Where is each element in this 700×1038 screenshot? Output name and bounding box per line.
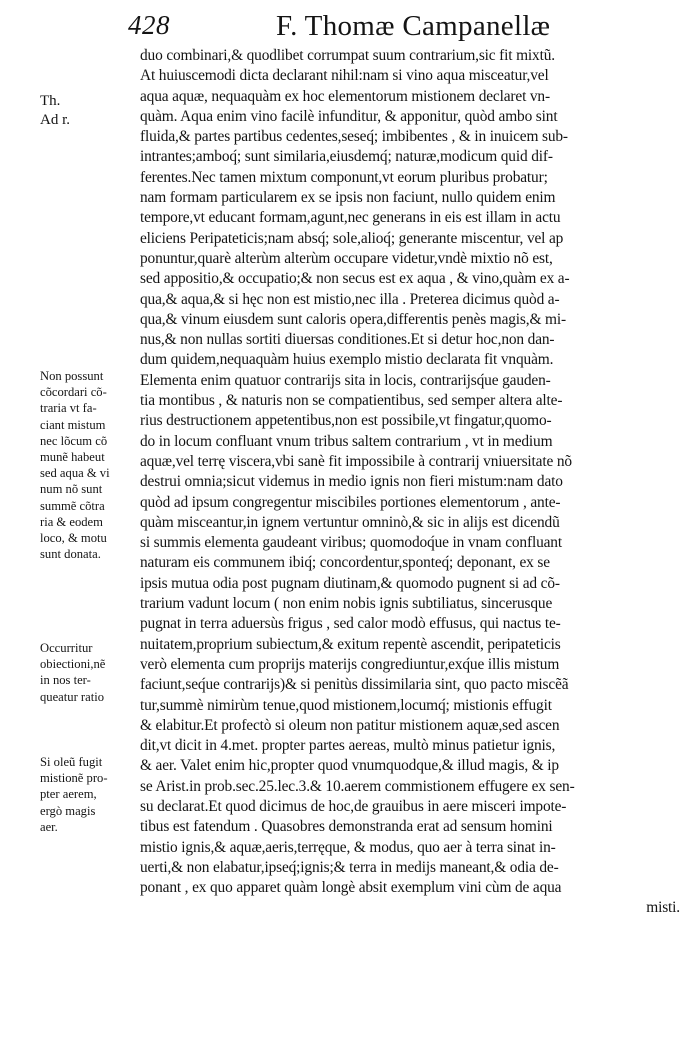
margin-line: munẽ habeut [40, 449, 105, 464]
margin-line: Th. [40, 93, 61, 109]
text-line: uerti,& non elabatur,ipseq́;ignis;& terra in medijs maneant,& odia de- [140, 858, 559, 876]
margin-line: ergò magis [40, 803, 96, 818]
text-line: fluida,& partes partibus cedentes,seseq́; imbibentes , & in inuicem sub- [140, 128, 568, 146]
text-line: tia montibus , & naturis non se compatientibus, sed semper altera alte- [140, 392, 563, 410]
text-line: ipsis mutua odia post pugnam diutinam,& quomodo pugnent si ad cõ- [140, 574, 560, 592]
margin-line: Non possunt [40, 369, 104, 383]
text-line: si summis elementa gaudeant viribus; quomodoq́ue in vnam confluant [140, 534, 562, 552]
text-line: tibus est fatendum . Quasobres demonstranda erat ad sensum homini [140, 818, 553, 836]
text-line: pugnat in terra aduersùs frigus , sed calor modò effusus, qui nactus te- [140, 615, 561, 633]
text-line: qua,& aqua,& si hęc non est mistio,nec illa . Preterea dicimus quòd a- [140, 290, 560, 308]
page-number: 428 [128, 10, 170, 40]
running-title: F. Thomæ Campanellæ [276, 10, 551, 42]
margin-line: ria & eodem [40, 514, 103, 529]
text-line: ferentes.Nec tamen mixtum componunt,vt eorum pluribus probatur; [140, 168, 548, 186]
text-line-final: misti. [646, 899, 680, 917]
text-line: mistio ignis,& aquæ,aeris,terręque, & modus, quo aer à terra sinat in- [140, 838, 556, 856]
margin-line: num nõ sunt [40, 482, 103, 497]
text-line: Elementa enim quatuor contrarijs sita in locis, contrarijsq́ue gauden- [140, 371, 551, 389]
margin-note-objection [40, 640, 136, 705]
margin-line: Ad r. [40, 112, 70, 128]
margin-line: summẽ cõtra [40, 498, 105, 513]
margin-line: sed aqua & vi [40, 466, 110, 481]
margin-line: pter aerem, [40, 787, 97, 802]
text-line: naturam eis communem ibiq́; concordentur,sponteq́; deponant, ex se [140, 554, 550, 572]
margin-line: mistionẽ pro- [40, 771, 108, 786]
text-line: & elabitur.Et profectò si oleum non patitur mistionem aquæ,sed ascen [140, 716, 560, 734]
text-line: & aer. Valet enim hic,propter quod vnumquodque,& illud magis, & ip [140, 757, 559, 775]
text-line: aqua aquæ, nequaquàm ex hoc elementorum mistionem declaret vn- [140, 87, 550, 105]
text-line: verò elementa cum proprijs materijs congrediuntur,exq́ue illis mistum [140, 655, 560, 673]
text-line: duo combinari,& quodlibet corrumpat suum contrarium,sic fit mixtũ. [140, 47, 555, 64]
text-line: At huiuscemodi dicta declarant nihil:nam si vino aqua misceatur,vel [140, 67, 549, 85]
text-line: ponuntur,quarè alterùm alterùm occupare videtur,vndè mixtio nõ est, [140, 249, 553, 267]
text-line: nuitatem,proprium subiectum,& exitum repentè ascendit, peripateticis [140, 635, 561, 653]
page-header [128, 10, 688, 46]
text-line: quàm misceantur,in ignem vertuntur omninò,& sic in alijs est dicendũ [140, 513, 560, 531]
text-line: do in locum confluant vnum tribus saltem contrarium , vt in medium [140, 432, 553, 450]
text-line: sed appositio,& occupatio;& non secus est ex aqua , & vino,quàm ex a- [140, 270, 570, 288]
margin-line: traria vt fa- [40, 401, 97, 416]
margin-note-concord [40, 368, 136, 562]
text-line: se Arist.in prob.sec.25.lec.3.& 10.aerem commistionem effugere ex sen- [140, 777, 575, 795]
text-line: destrui omnia;sicut videmus in medio ignis non fieri mistum:nam dato [140, 473, 563, 491]
margin-line: sunt donata. [40, 547, 101, 562]
text-line: trarium vadunt locum ( non enim nobis ignis subtiliatus, sincerusque [140, 595, 553, 613]
text-line: faciunt,seq́ue contrarijs)& si penitùs dissimilaria sint, quo pacto miscẽã [140, 676, 569, 694]
text-line: dit,vt dicit in 4.met. propter partes aereas, multò minus patietur ignis, [140, 737, 556, 755]
margin-line: queatur ratio [40, 689, 104, 704]
margin-line: cõcordari cõ- [40, 385, 107, 400]
text-line: su declarat.Et quod dicimus de hoc,de grauibus in aere misceri impote- [140, 797, 567, 815]
margin-line: Si oleũ fugit [40, 755, 103, 769]
margin-line: aer. [40, 819, 58, 834]
text-line: dum quidem,nequaquàm huius exemplo mistio declarata fit vnquàm. [140, 351, 554, 369]
text-line: rius destructionem appetentibus,non est possibile,vt fingatur,quomo- [140, 412, 552, 430]
margin-line: in nos ter- [40, 673, 91, 688]
margin-speaker-label [40, 92, 136, 130]
margin-line: ciant mistum [40, 417, 106, 432]
text-line: qua,& vinum eiusdem sunt caloris opera,differentis penès magis,& mi- [140, 310, 566, 328]
text-line: tur,summè nimirùm tenue,quod mistionem,locumq́; mistionis effugit [140, 696, 552, 714]
text-line: eliciens Peripateticis;nam absq́; sole,alioq́; generante miscentur, vel ap [140, 229, 564, 247]
text-line: nus,& non nullas sortiti diuersas conditiones.Et si detur hoc,non dan- [140, 331, 555, 349]
text-line: tempore,vt educant formam,agunt,nec generans in eis est illam in actu [140, 209, 561, 227]
text-line: quòd ad ipsum congregentur miscibiles portiones elementorum , ante- [140, 493, 561, 511]
margin-note-oil [40, 754, 136, 835]
text-line: intrantes;amboq́; sunt similaria,eiusdemq́; naturæ,modicum quid dif- [140, 148, 553, 166]
text-line: nam formam particularem ex se ipsis non faciunt, nullo quidem enim [140, 189, 556, 207]
margin-line: nec lõcum cõ [40, 433, 108, 448]
text-line: aquæ,vel terrę viscera,vbi sanè fit impossibile à contrarij vniuersitate nõ [140, 452, 572, 470]
margin-line: obiectioni,nẽ [40, 657, 106, 672]
body-text [140, 46, 690, 919]
margin-line: loco, & motu [40, 530, 107, 545]
margin-line: Occurritur [40, 641, 93, 655]
text-line: quàm. Aqua enim vino facilè infunditur, & apponitur, quòd ambo sint [140, 107, 558, 125]
text-line: ponant , ex quo apparet quàm longè absit exemplum vini cùm de aqua [140, 879, 562, 897]
